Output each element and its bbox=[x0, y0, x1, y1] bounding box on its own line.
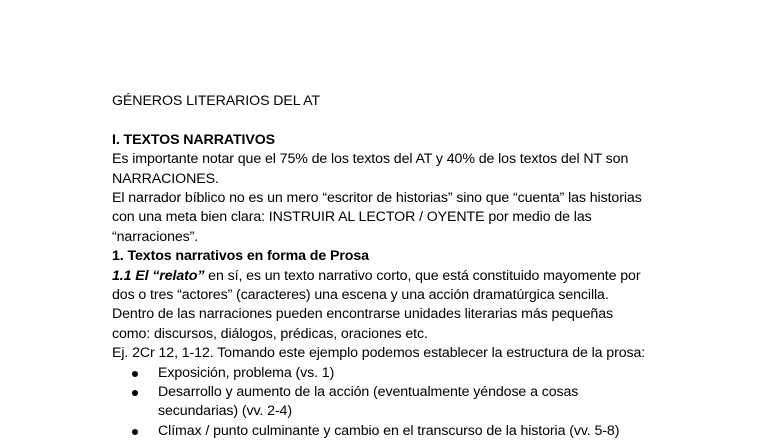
paragraph-line: NARRACIONES. bbox=[112, 170, 219, 187]
bullet-text: Exposición, problema (vs. 1) bbox=[158, 364, 335, 381]
paragraph-line: Dentro de las narraciones pueden encontrarse unidades literarias más pequeñas bbox=[112, 306, 614, 323]
relato-label: 1.1 El “relato” bbox=[112, 267, 205, 284]
subsection-title: 1. Textos narrativos en forma de Prosa bbox=[112, 248, 369, 265]
paragraph-line: “narraciones”. bbox=[112, 228, 199, 245]
bullet-item bbox=[112, 383, 672, 422]
bullet-icon bbox=[132, 390, 138, 396]
paragraph-line: con una meta bien clara: INSTRUIR AL LECTOR / OYENTE por medio de las bbox=[112, 209, 592, 226]
bullet-list bbox=[112, 364, 672, 441]
paragraph-line: dos o tres “actores” (caracteres) una escena y una acción dramatúrgica sencilla. bbox=[112, 287, 609, 304]
document-body bbox=[112, 92, 672, 441]
paragraph-line: como: discursos, diálogos, prédicas, oraciones etc. bbox=[112, 325, 428, 342]
bullet-icon bbox=[132, 429, 138, 435]
blank-line bbox=[112, 111, 672, 130]
bullet-item bbox=[112, 422, 672, 441]
paragraph-line: Es importante notar que el 75% de los textos del AT y 40% de los textos del NT son bbox=[112, 151, 629, 168]
bullet-text: Desarrollo y aumento de la acción (eventualmente yéndose a cosas bbox=[158, 384, 579, 401]
relato-text: en sí, es un texto narrativo corto, que está constituido mayomente por bbox=[204, 267, 641, 284]
relato-line bbox=[112, 267, 672, 286]
paragraph-line: El narrador bíblico no es un mero “escritor de historias” sino que “cuenta” las historias bbox=[112, 190, 642, 207]
section-title: I. TEXTOS NARRATIVOS bbox=[112, 131, 276, 148]
example-line: Ej. 2Cr 12, 1-12. Tomando este ejemplo podemos establecer la estructura de la prosa: bbox=[112, 345, 646, 362]
bullet-text-continued: secundarias) (vv. 2-4) bbox=[158, 403, 292, 420]
bullet-icon bbox=[132, 371, 138, 377]
document-heading: GÉNEROS LITERARIOS DEL AT bbox=[112, 93, 320, 109]
bullet-text: Clímax / punto culminante y cambio en el transcurso de la historia (vv. 5-8) bbox=[158, 422, 620, 439]
bullet-item bbox=[112, 364, 672, 383]
